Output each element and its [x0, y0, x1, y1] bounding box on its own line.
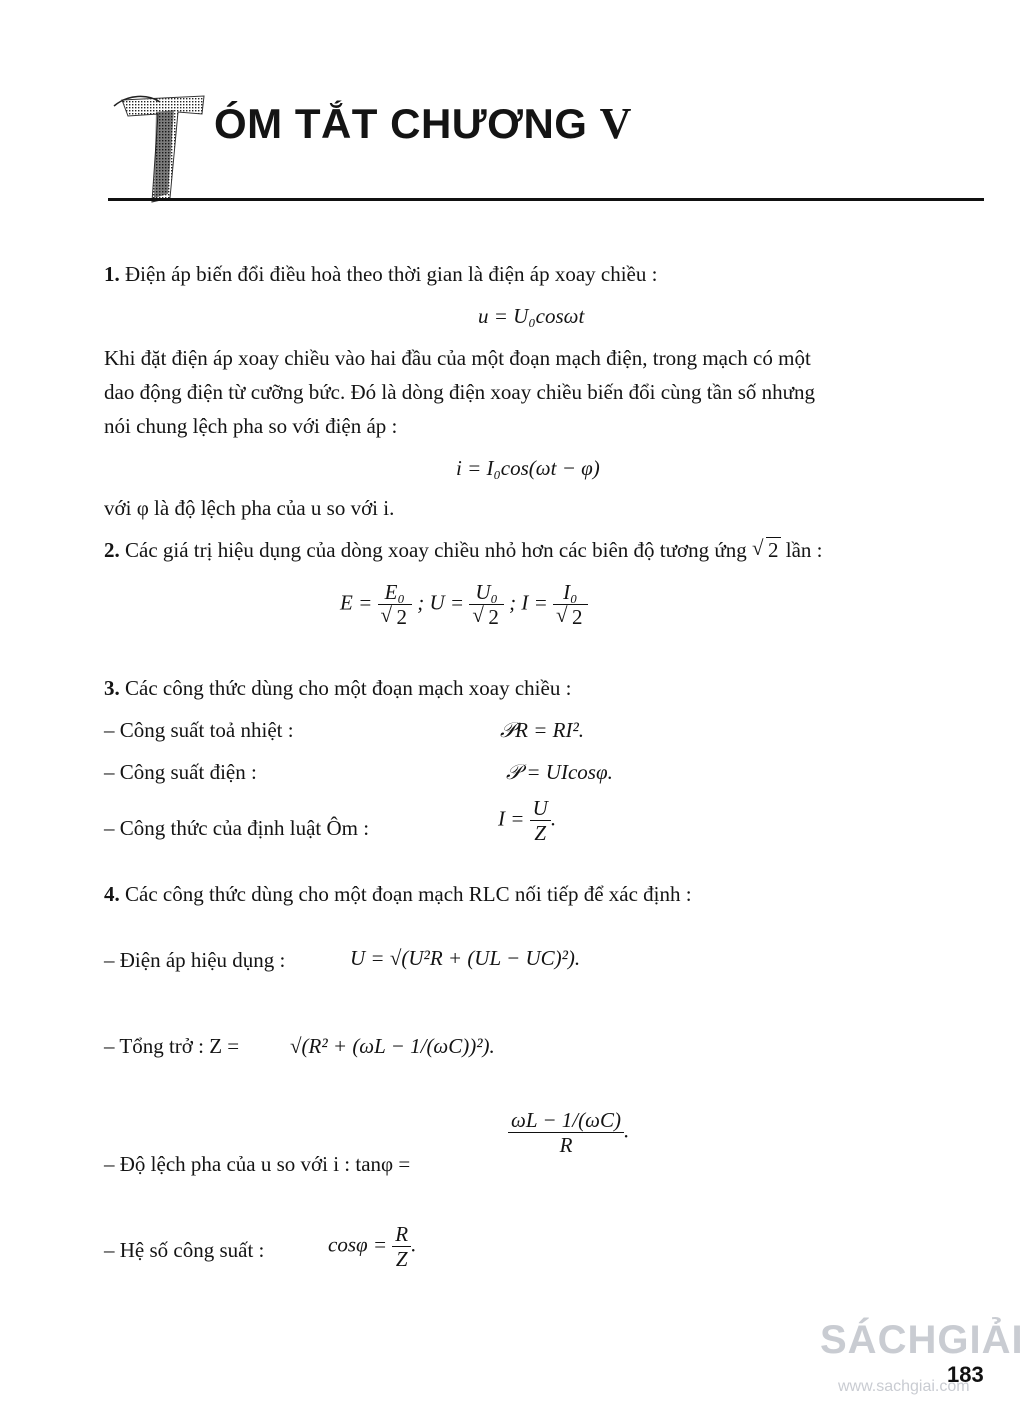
impedance-label: – Tổng trở : Z =	[104, 1034, 240, 1058]
section-number: 3.	[104, 676, 120, 700]
effective-values-formula	[340, 580, 588, 629]
voltage-label: – Điện áp hiệu dụng :	[104, 948, 286, 972]
section-2-heading	[104, 538, 823, 563]
pf-fraction: $\frac{R}{Z}$	[392, 1222, 411, 1271]
paragraph-line: Khi đặt điện áp xoay chiều vào hai đầu của một đoạn mạch điện, trong mạch có một	[104, 346, 811, 370]
page-number: 183	[947, 1362, 984, 1387]
section-text-after: lần :	[785, 538, 823, 562]
section-4-heading	[104, 882, 692, 907]
watermark-logo: SÁCHGIẢI	[820, 1318, 1024, 1362]
formula-u: u = U₀cosωt	[478, 304, 585, 328]
impedance-formula: √(R² + (ωL − 1/(ωC))²).	[290, 1034, 495, 1058]
power-factor-label: – Hệ số công suất :	[104, 1238, 265, 1262]
paragraph-line: dao động điện từ cưỡng bức. Đó là dòng điện xoay chiều biến đổi cùng tần số nhưng	[104, 380, 815, 404]
section-3-heading	[104, 676, 571, 701]
phase-fraction: $\frac{\omega L - 1/(\omega C)}{R}$ .	[508, 1108, 629, 1157]
sqrt-two: √ 2	[752, 538, 781, 563]
chapter-title-text: ÓM TẮT CHƯƠNG	[214, 100, 600, 147]
dropcap-letter-t	[108, 86, 212, 206]
power-factor-formula: cosφ = $\frac{R}{Z}$ .	[328, 1222, 417, 1272]
chapter-title	[214, 98, 632, 149]
i-lhs: ; I =	[509, 590, 548, 615]
voltage-formula: U = √(U²R + (UL − UC)²).	[350, 946, 581, 970]
ohm-fraction: $\frac{U}{Z}$	[530, 796, 551, 845]
watermark-url: www.sachgiai.com	[838, 1378, 970, 1395]
e-lhs: E =	[340, 590, 373, 615]
section-number: 1.	[104, 262, 120, 286]
ohm-label: – Công thức của định luật Ôm :	[104, 816, 370, 840]
section-1-heading	[104, 262, 657, 287]
paragraph-line: nói chung lệch pha so với điện áp :	[104, 414, 398, 438]
section-text: Các giá trị hiệu dụng của dòng xoay chiều nhỏ hơn các biên độ tương ứng	[125, 538, 747, 562]
formula-i: i = I₀cos(ωt − φ)	[456, 456, 600, 480]
power-label: – Công suất điện :	[104, 760, 257, 784]
power-formula: 𝒫 = UIcosφ.	[506, 760, 613, 784]
chapter-title-roman: V	[599, 99, 632, 148]
section-text: Các công thức dùng cho một đoạn mạch RLC nối tiếp để xác định :	[125, 882, 692, 906]
ohm-lhs: I =	[498, 806, 525, 831]
fraction-e: E₀ √ 2	[378, 580, 413, 629]
fraction-i: I₀ √ 2	[553, 580, 588, 629]
section-number: 2.	[104, 538, 120, 562]
section-number: 4.	[104, 882, 120, 906]
pf-lhs: cosφ =	[328, 1232, 388, 1257]
phase-label: – Độ lệch pha của u so với i : tanφ =	[104, 1152, 411, 1176]
heat-power-label: – Công suất toả nhiệt :	[104, 718, 294, 742]
phase-note: với φ là độ lệch pha của u so với i.	[104, 496, 395, 520]
u-lhs: ; U =	[417, 590, 465, 615]
section-text: Các công thức dùng cho một đoạn mạch xoay chiều :	[125, 676, 572, 700]
ohm-formula: I = $\frac{U}{Z}$ .	[498, 796, 557, 846]
title-rule	[108, 198, 984, 201]
fraction-u: U₀ √ 2	[469, 580, 504, 629]
heat-power-formula: 𝒫R = RI².	[500, 718, 585, 742]
section-text: Điện áp biến đổi điều hoà theo thời gian là điện áp xoay chiều :	[125, 262, 658, 286]
